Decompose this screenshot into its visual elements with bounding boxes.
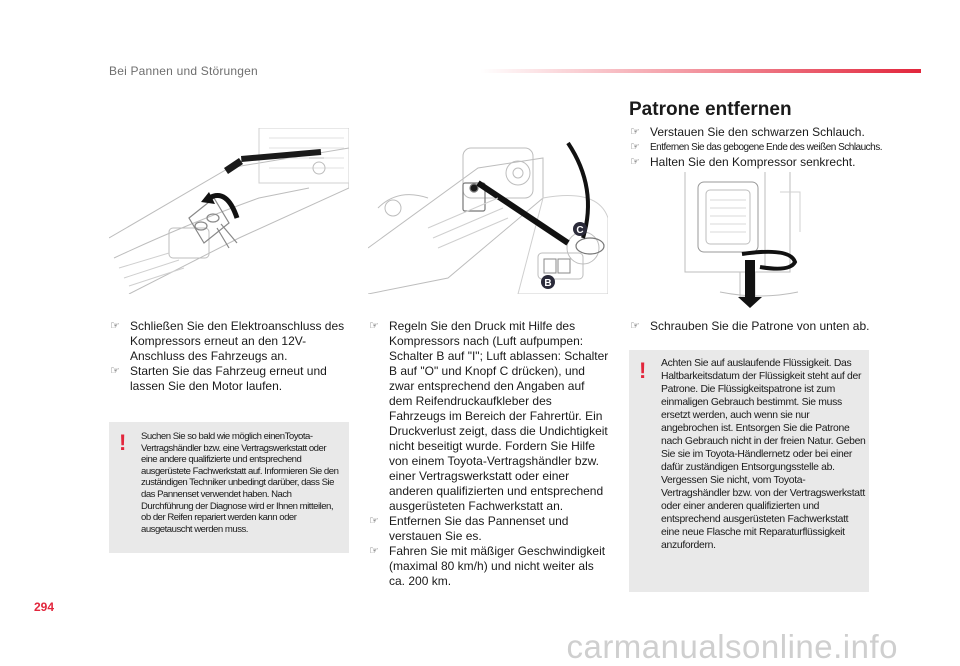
warning-text: Suchen Sie so bald wie möglich einenToyota-Vertragshändler bzw. eine Vertragswerkstatt oder eine andere qualifizierte und entsprechend ausgerüstete Fachwerkstatt auf. Informieren Sie den zuständigen Techniker unbedingt darüber, dass Sie das Pannenset verwendet haben. Nach Durchführung der Diagnose wird er Ihnen mitteilen, ob der Reifen repariert werden kann oder ausgetauscht werden muss. — [141, 431, 339, 535]
warning-icon: ! — [639, 358, 647, 383]
list-item: ☞ Entfernen Sie das Pannenset und verstauen Sie es. — [369, 514, 569, 543]
list-item: ☞ Schrauben Sie die Patrone von unten ab. — [630, 319, 870, 333]
bullet-icon: ☞ — [630, 156, 640, 168]
bullet-icon: ☞ — [630, 126, 640, 138]
bullet-icon: ☞ — [369, 515, 379, 527]
left-warning-box — [109, 422, 349, 553]
right-steps — [630, 125, 910, 170]
warning-text: Achten Sie auf auslaufende Flüssigkeit. Das Haltbarkeitsdatum der Flüssigkeit steht auf der Patrone. Die Flüssigkeitspatrone ist zum einmaligen Gebrauch bestimmt. Sie muss ersetzt werden, auch wenn sie nur angebrochen ist. Entsorgen Sie die Patrone nach Gebrauch nicht in der freien Natur. Geben Sie sie im Toyota-Händlernetz oder bei einer dafür zuständigen Entsorgungsstelle ab. Vergessen Sie nicht, vom Toyota-Vertragshändler bzw. von der Vertragswerkstatt oder einer anderen qualifizierten und entsprechend ausgerüsteten Fachwerkstatt eine neue Flasche mit Reparaturflüssigkeit anzufordern. — [661, 358, 866, 551]
label-c: C — [576, 225, 584, 236]
section-title: Patrone entfernen — [629, 99, 792, 120]
bullet-icon: ☞ — [110, 365, 120, 377]
left-instructions — [110, 319, 355, 394]
list-item: ☞ Starten Sie das Fahrzeug erneut und lassen Sie den Motor laufen. — [110, 364, 327, 393]
page-number: 294 — [34, 600, 55, 614]
right-warning-box — [629, 350, 869, 592]
header-accent-bar — [480, 69, 921, 73]
compressor-reconnect-illustration — [109, 128, 349, 294]
middle-instructions — [369, 319, 609, 589]
list-item: ☞ Halten Sie den Kompressor senkrecht. — [630, 155, 856, 169]
bullet-icon: ☞ — [630, 320, 640, 332]
compressor-pressure-illustration — [368, 128, 608, 294]
bullet-icon: ☞ — [110, 320, 120, 332]
bullet-icon: ☞ — [369, 320, 379, 332]
list-item: ☞ Regeln Sie den Druck mit Hilfe des Kompressors nach (Luft aufpumpen: Schalter B auf "I"; Luft ablassen: Schalter B auf "O" und Knopf C drücken), und zwar entsprechend den Angaben auf dem Reifendruckaufkleber des Fahrzeugs im Bereich der Fahrertür. Ein Druckverlust zeigt, dass die Undichtigkeit nicht beseitigt wurde. Fordern Sie Hilfe von einem Toyota-Vertragshändler bzw. einer Vertragswerkstatt oder einer anderen qualifizierten und entsprechend ausgerüsteten Fachwerkstatt an. — [369, 319, 609, 513]
label-b: B — [544, 278, 552, 289]
bullet-icon: ☞ — [630, 141, 640, 153]
list-item: ☞ Verstauen Sie den schwarzen Schlauch. — [630, 125, 865, 139]
bullet-icon: ☞ — [369, 545, 379, 557]
list-item: ☞ Entfernen Sie das gebogene Ende des weißen Schlauchs. — [630, 141, 883, 153]
watermark: carmanualsonline.info — [566, 628, 898, 665]
list-item: ☞ Fahren Sie mit mäßiger Geschwindigkeit (maximal 80 km/h) und nicht weiter als ca. 200 km. — [369, 544, 606, 588]
right-step-after — [630, 319, 910, 334]
warning-icon: ! — [119, 430, 127, 455]
section-header: Bei Pannen und Störungen — [109, 64, 258, 78]
cartridge-removal-illustration — [680, 172, 805, 310]
list-item: ☞ Schließen Sie den Elektroanschluss des Kompressors erneut an den 12V-Anschluss des Fahrzeugs an. — [110, 319, 345, 363]
